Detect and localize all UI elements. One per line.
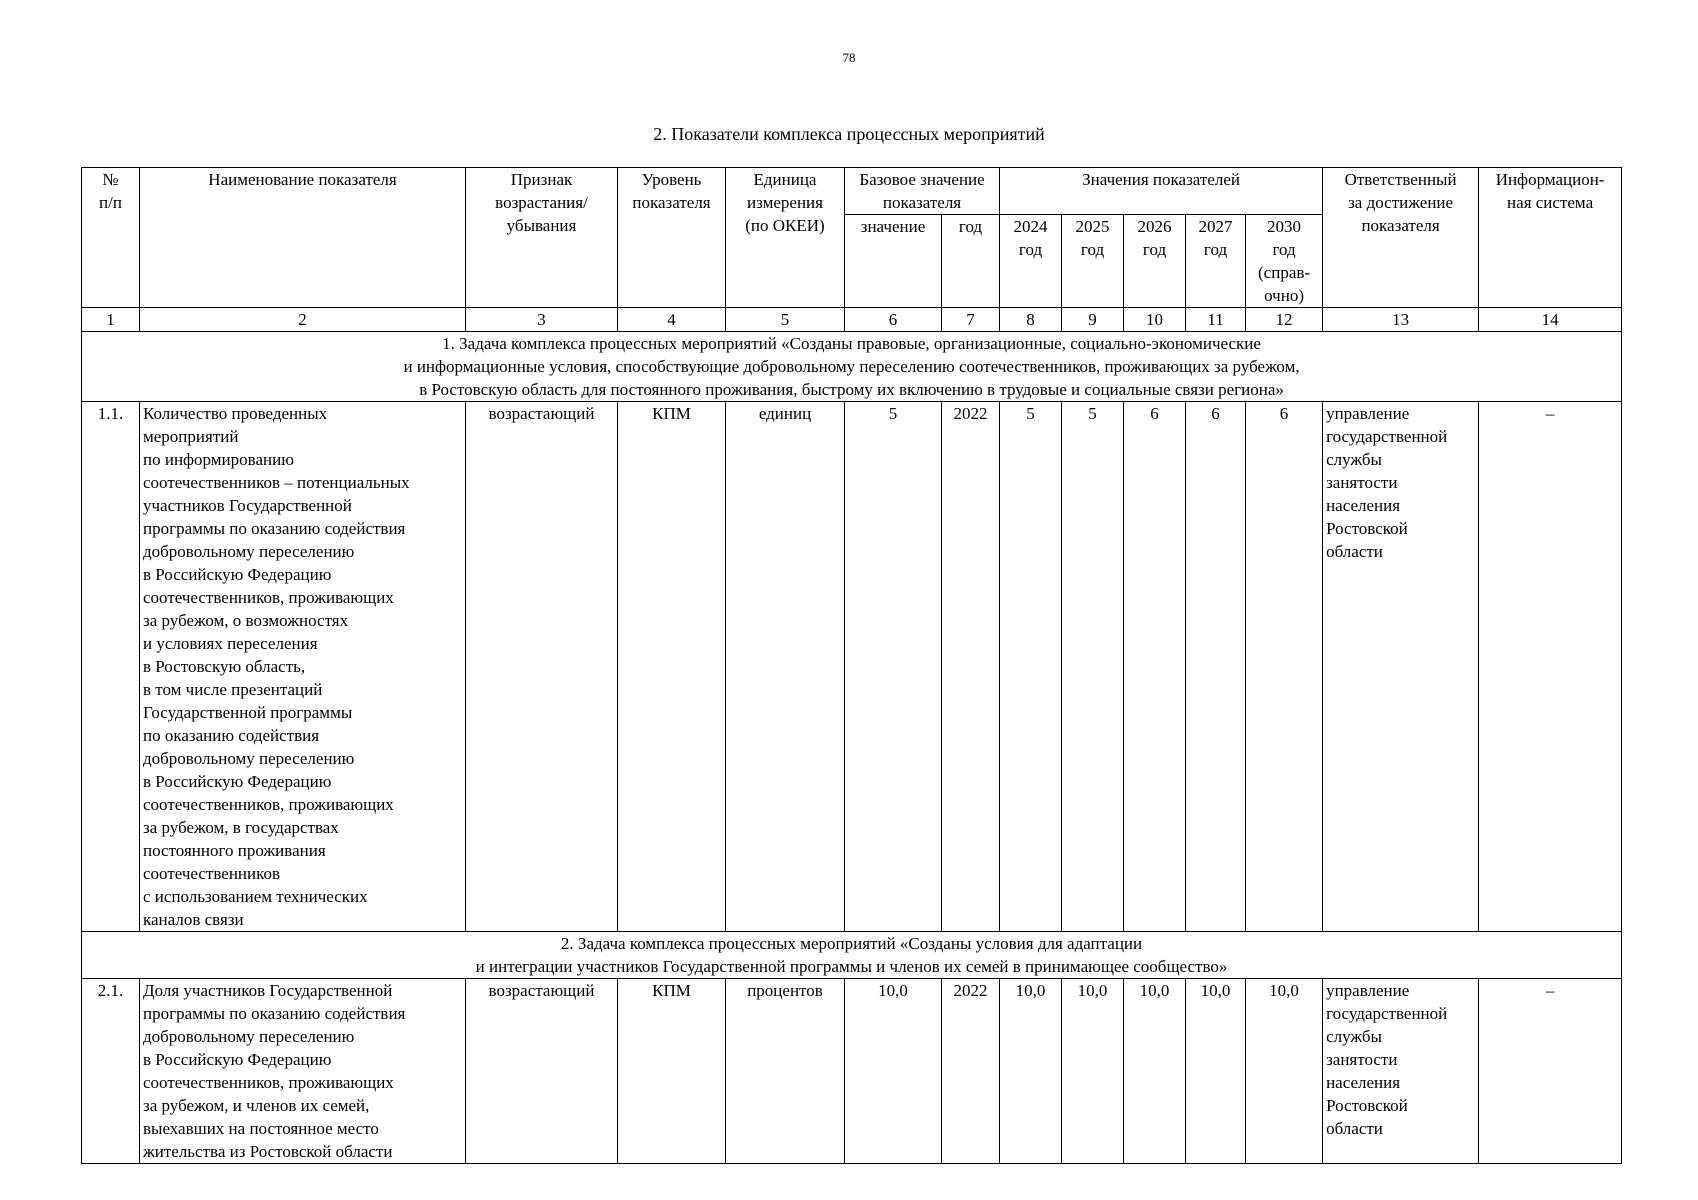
row-level: КПМ [618,402,726,932]
task-row-2 [82,932,1622,979]
column-number: 13 [1323,308,1479,332]
header-2027: 2027 год [1186,215,1246,308]
column-number: 4 [618,308,726,332]
column-number: 14 [1479,308,1622,332]
column-number: 11 [1186,308,1246,332]
header-responsible: Ответственный за достижение показателя [1323,168,1479,308]
row-unit: процентов [726,979,845,1164]
column-number: 10 [1124,308,1186,332]
column-number: 5 [726,308,845,332]
header-2024: 2024 год [1000,215,1062,308]
indicators-table [81,167,1622,1164]
row-value-2025: 10,0 [1062,979,1124,1164]
task-2-text: 2. Задача комплекса процессных мероприятий «Созданы условия для адаптации и интеграции участников Государственной программы и членов их семей в принимающее сообщество» [82,932,1622,979]
row-num: 2.1. [82,979,140,1164]
header-base-value: значение [845,215,942,308]
row-level: КПМ [618,979,726,1164]
row-indicator-name: Доля участников Государственной программы по оказанию содействия добровольному переселению в Российскую Федерацию соотечественников, проживающих за рубежом, и членов их семей, выехавших на постоянное место жительства из Ростовской области [140,979,466,1164]
row-value-2024: 5 [1000,402,1062,932]
row-base-value: 10,0 [845,979,942,1164]
column-number: 12 [1246,308,1323,332]
header-sign: Признак возрастания/ убывания [466,168,618,308]
header-2026: 2026 год [1124,215,1186,308]
column-number-row [82,308,1622,332]
row-responsible: управление государственной службы занятости населения Ростовской области [1323,979,1479,1164]
row-value-2024: 10,0 [1000,979,1062,1164]
table-row [82,979,1622,1164]
header-values: Значения показателей [1000,168,1323,215]
header-num: № п/п [82,168,140,308]
header-unit: Единица измерения (по ОКЕИ) [726,168,845,308]
row-info-system: – [1479,979,1622,1164]
row-value-2026: 6 [1124,402,1186,932]
row-info-system: – [1479,402,1622,932]
row-unit: единиц [726,402,845,932]
column-number: 1 [82,308,140,332]
header-2030: 2030 год (справ- очно) [1246,215,1323,308]
header-row-1 [82,168,1622,215]
row-base-year: 2022 [942,402,1000,932]
task-1-text: 1. Задача комплекса процессных мероприятий «Созданы правовые, организационные, социально-экономические и информационные условия, способствующие добровольному переселению соотечественников, проживающих за рубежом, в Ростовскую область для постоянного проживания, быстрому их включению в трудовые и социальные связи региона» [82,332,1622,402]
row-base-year: 2022 [942,979,1000,1164]
column-number: 7 [942,308,1000,332]
row-value-2026: 10,0 [1124,979,1186,1164]
row-base-value: 5 [845,402,942,932]
header-level: Уровень показателя [618,168,726,308]
column-number: 9 [1062,308,1124,332]
row-num: 1.1. [82,402,140,932]
column-number: 8 [1000,308,1062,332]
table-row [82,402,1622,932]
header-info-system: Информацион- ная система [1479,168,1622,308]
page-number: 78 [842,50,856,65]
row-value-2027: 10,0 [1186,979,1246,1164]
header-name: Наименование показателя [140,168,466,308]
row-value-2030: 6 [1246,402,1323,932]
row-responsible: управление государственной службы занятости населения Ростовской области [1323,402,1479,932]
task-row-1 [82,332,1622,402]
document-title: 2. Показатели комплекса процессных мероприятий [653,124,1045,144]
row-sign: возрастающий [466,979,618,1164]
column-number: 2 [140,308,466,332]
header-base: Базовое значение показателя [845,168,1000,215]
column-number: 3 [466,308,618,332]
row-indicator-name: Количество проведенных мероприятий по информированию соотечественников – потенциальных участников Государственной программы по оказанию содействия добровольному переселению в Российскую Федерацию соотечественников, проживающих за рубежом, о возможностях и условиях переселения в Ростовскую область, в том числе презентаций Государственной программы по оказанию содействия добровольному переселению в Российскую Федерацию соотечественников, проживающих за рубежом, в государствах постоянного проживания соотечественников с использованием технических каналов связи [140,402,466,932]
column-number: 6 [845,308,942,332]
row-value-2025: 5 [1062,402,1124,932]
row-value-2027: 6 [1186,402,1246,932]
header-2025: 2025 год [1062,215,1124,308]
row-value-2030: 10,0 [1246,979,1323,1164]
row-sign: возрастающий [466,402,618,932]
header-base-year: год [942,215,1000,308]
